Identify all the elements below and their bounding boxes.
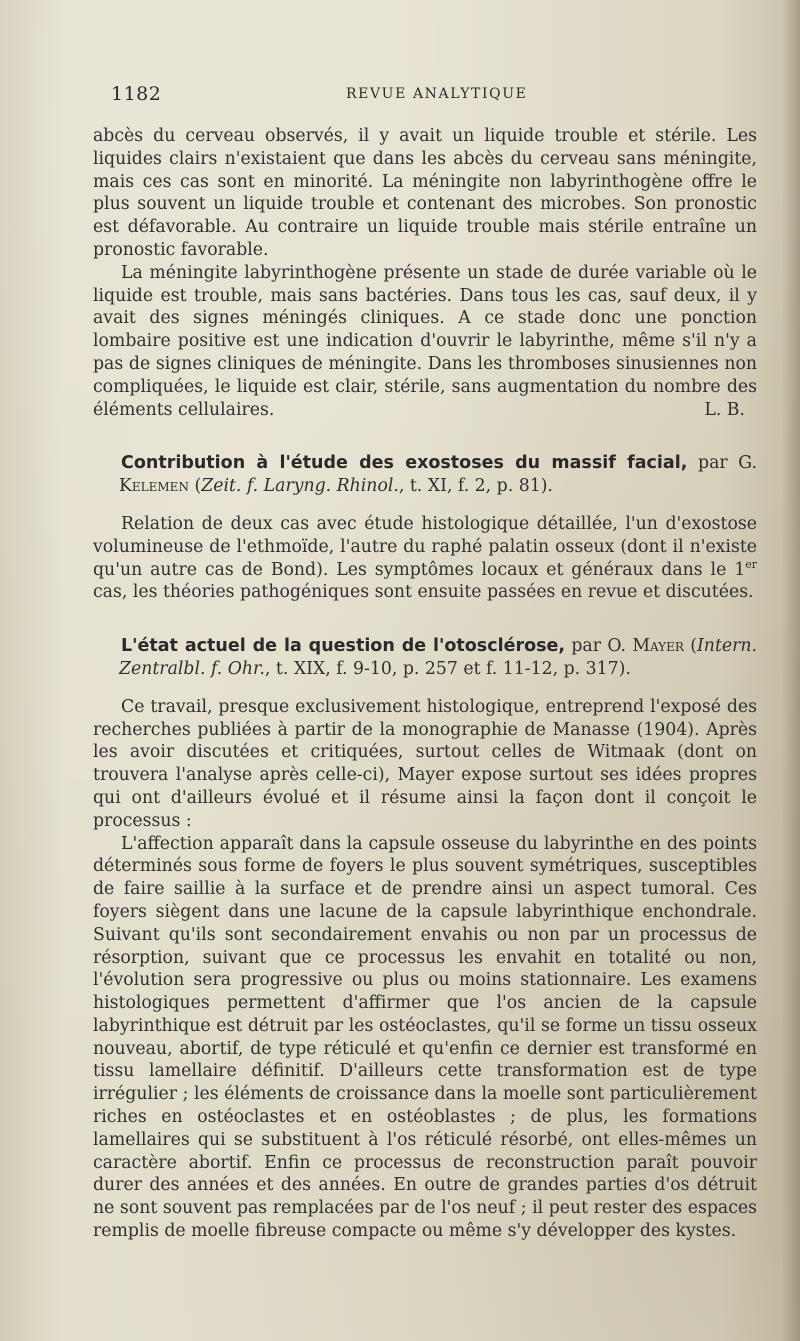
entry-2-title-text: L'état actuel de la question de l'otosclérose, bbox=[121, 636, 566, 657]
intro-paragraph-2 bbox=[93, 262, 757, 422]
entry-1-paragraph-part-1: Relation de deux cas avec étude histologique détaillée, l'un d'exostose volumineuse de l'ethmoïde, l'autre du raphé palatin osseux (dont il n'existe qu'un autre cas de Bond). Les symptômes locaux et généraux dans le 1 bbox=[93, 513, 757, 580]
page-header bbox=[111, 83, 771, 109]
entry-2-paragraph-1: Ce travail, presque exclusivement histologique, entreprend l'exposé des recherches publiées à partir de la monographie de Manasse (1904). Après les avoir discutées et critiquées, surtout celles de Witmaak (dont on trouvera l'analyse après celle-ci), Mayer expose surtout ses idées propres qui ont d'ailleurs évolué et il résume ainsi la façon dont il conçoit le processus : bbox=[93, 696, 757, 831]
entry-1-paragraph bbox=[93, 513, 757, 604]
entry-1-author: Kelemen bbox=[119, 476, 189, 497]
entry-2-ref-rest: , t. XIX, f. 9-10, p. 257 et f. 11-12, p. 317). bbox=[264, 658, 631, 679]
page-number: 1182 bbox=[111, 83, 162, 105]
entry-1-title-text: Contribution à l'étude des exostoses du massif facial, bbox=[121, 453, 688, 474]
entry-2-paragraph-2: L'affection apparaît dans la capsule osseuse du labyrinthe en des points déterminés sous forme de foyers le plus souvent symétriques, susceptibles de faire saillie à la surface et de prendre ainsi un aspect tumoral. Ces foyers siègent dans une lacune de la capsule labyrinthique enchondrale. Suivant qu'ils sont secondairement envahis ou non par un processus de résorption, suivant que ce processus les envahit en totalité ou non, l'évolution sera progressive ou plus ou moins stationnaire. Les examens histologiques permettent d'affirmer que l'os ancien de la capsule labyrinthique est détruit par les ostéoclastes, qu'il se forme un tissu osseux nouveau, abortif, de type réticulé et qu'enfin ce dernier est transformé en tissu lamellaire définitif. D'ailleurs cette transformation est de type irrégulier ; les éléments de croissance dans la moelle sont particulièrement riches en ostéoclastes et en ostéoblastes ; de plus, les formations lamellaires qui se substituent à l'os réticulé résorbé, ont elles-mêmes un caractère abortif. Enfin ce processus de reconstruction paraît pouvoir durer des années et des années. En outre de grandes parties d'os détruit ne sont souvent pas remplacées par de l'os neuf ; il peut rester des espaces remplis de moelle fibreuse compacte ou même s'y développer des kystes. bbox=[93, 833, 757, 1242]
entry-1-journal: Zeit. f. Laryng. Rhinol. bbox=[201, 476, 399, 497]
entry-2-author: Mayer bbox=[632, 636, 684, 657]
running-head: REVUE ANALYTIQUE bbox=[346, 86, 528, 102]
page-edge-shadow bbox=[782, 0, 800, 1341]
article-body bbox=[93, 125, 757, 1243]
entry-2-by: par O. bbox=[571, 636, 626, 657]
entry-1-by: par G. bbox=[698, 453, 757, 474]
entry-2-title bbox=[93, 635, 757, 681]
intro-paragraph-1: abcès du cerveau observés, il y avait un liquide trouble et stérile. Les liquides clairs n'existaient que dans les abcès du cerveau sans méningite, mais ces cas sont en minorité. La méningite non labyrinthogène offre le plus souvent un liquide trouble et contenant des microbes. Son pronostic est défavorable. Au contraire un liquide trouble mais stérile entraîne un pronostic favorable. bbox=[93, 126, 757, 260]
entry-1-paragraph-sup: er bbox=[745, 557, 757, 571]
entry-1-ref-open: ( bbox=[194, 476, 202, 497]
signature: L. B. bbox=[704, 399, 745, 420]
entry-2-ref-open: ( bbox=[690, 636, 697, 657]
entry-1-paragraph-part-2: cas, les théories pathogéniques sont ensuite passées en revue et discutées. bbox=[93, 582, 754, 603]
entry-1-ref-rest: , t. XI, f. 2, p. 81). bbox=[398, 476, 553, 497]
intro-paragraph-2-text: La méningite labyrinthogène présente un stade de durée variable où le liquide est trouble, mais sans bactéries. Dans tous les cas, sauf deux, il y avait des signes méningés cliniques. A ce stade donc une ponction lombaire positive est une indication d'ouvrir le labyrinthe, même s'il n'y a pas de signes cliniques de méningite. Dans les thromboses sinusiennes non compliquées, le liquide est clair, stérile, sans augmentation du nombre des éléments cellulaires. bbox=[93, 262, 757, 420]
entry-1-title bbox=[93, 452, 757, 498]
entry-2-journal: Intern. Zentralbl. f. Ohr. bbox=[119, 636, 757, 679]
